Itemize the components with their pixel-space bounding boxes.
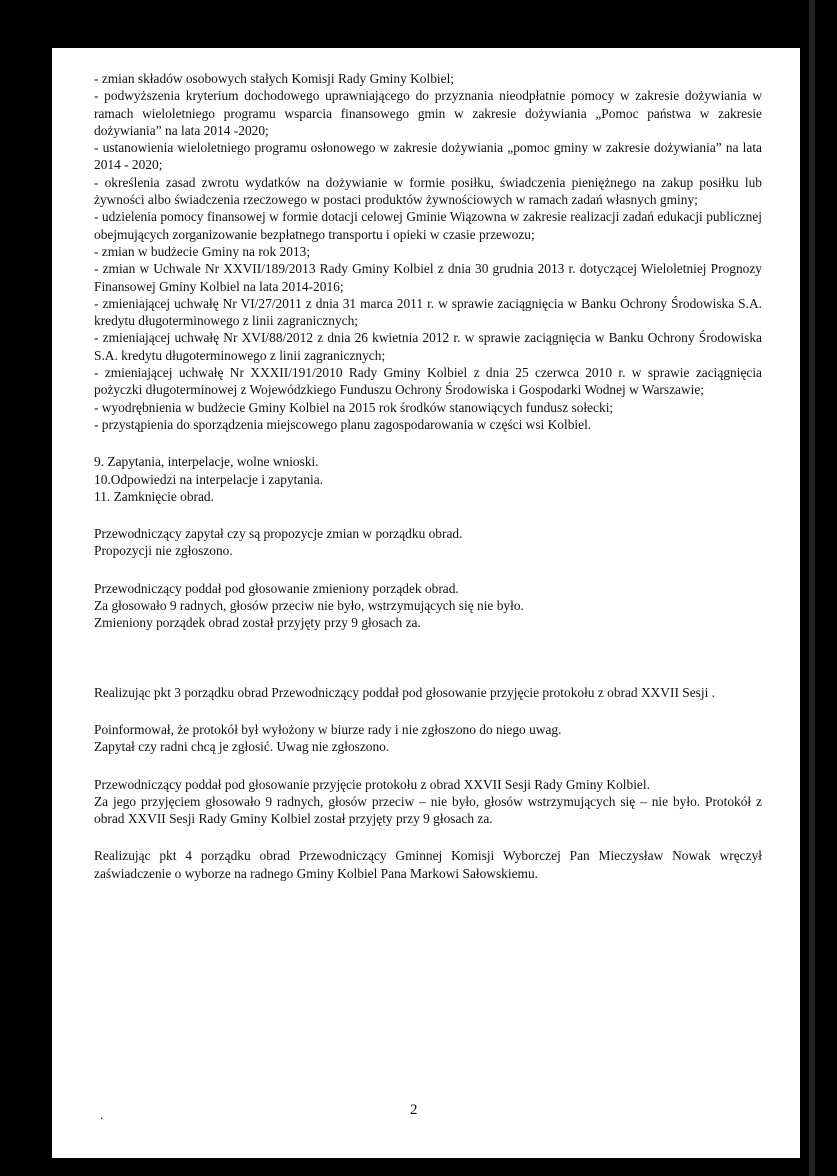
page-footer (52, 1102, 800, 1122)
document-page (52, 48, 800, 1158)
agenda-changes-list (94, 70, 762, 433)
list-item: - zmian składów osobowych stałych Komisji Rady Gminy Kolbiel; (94, 71, 455, 86)
list-item: - określenia zasad zwrotu wydatków na dożywianie w formie posiłku, świadczenia pieniężnego na zakup posiłku lub żywności albo świadczenia rzeczowego w postaci produktów żywnościowych w ramach zadań własnych gminy; (94, 174, 762, 208)
text-line: Propozycji nie zgłoszono. (94, 543, 233, 559)
text-line: Za głosowało 9 radnych, głosów przeciw nie było, wstrzymujących się nie było. (94, 598, 524, 614)
agenda-item-10: 10.Odpowiedzi na interpelacje i zapytania. (94, 471, 324, 487)
point-3-paragraph: Realizując pkt 3 porządku obrad Przewodniczący poddał pod głosowanie przyjęcie protokołu z obrad XXVII Sesji . (94, 684, 715, 700)
protocol-vote-paragraph: Przewodniczący poddał pod głosowanie przyjęcie protokołu z obrad XXVII Sesji Rady Gminy Kolbiel. (94, 776, 650, 792)
list-item: - zmian w budżecie Gminy na rok 2013; (94, 243, 311, 259)
list-item: - udzielenia pomocy finansowej w formie dotacji celowej Gminie Wiązowna w zakresie realizacji zadań edukacji publicznej obejmujących zorganizowanie bezpłatnego transportu i opieki w czasie przewozu; (94, 209, 762, 242)
scan-edge (809, 0, 815, 1176)
text-line: Przewodniczący zapytał czy są propozycje zmian w porządku obrad. (94, 526, 463, 542)
list-item: - zmian w Uchwale Nr XXVII/189/2013 Rady Gminy Kolbiel z dnia 30 grudnia 2013 r. dotyczącej Wieloletniej Prognozy Finansowej Gminy Kolbiel na lata 2014-2016; (94, 261, 762, 294)
protocol-vote-result: Za jego przyjęciem głosowało 9 radnych, głosów przeciw – nie było, głosów wstrzymujących się – nie było. Protokół z obrad XXVII Sesji Rady Gminy Kolbiel został przyjęty przy 9 głosach za. (94, 793, 762, 827)
footer-dot: . (100, 1107, 104, 1122)
text-line: Zmieniony porządek obrad został przyjęty przy 9 głosach za. (94, 615, 421, 631)
page-number: 2 (410, 1102, 418, 1118)
protocol-info-paragraph (94, 721, 762, 756)
agenda-item-11: 11. Zamknięcie obrad. (94, 488, 214, 504)
list-item: - zmieniającej uchwałę Nr XXXII/191/2010 Rady Gminy Kolbiel z dnia 25 czerwca 2010 r. w sprawie zaciągnięcia pożyczki długoterminowej z Wojewódzkiego Funduszu Ochrony Środowiska i Gospodarki Wodnej w Warszawie; (94, 365, 762, 398)
agenda-tail-list (94, 453, 762, 505)
list-item: - podwyższenia kryterium dochodowego uprawniającego do przyznania nieodpłatnie pomocy w zakresie dożywiania w ramach wieloletniego programu wsparcia finansowego gmin w zakresie dożywiania „Pomoc państwa w zakresie dożywiania” na lata 2014 -2020; (94, 88, 762, 138)
text-line: Poinformował, że protokół był wyłożony w biurze rady i nie zgłoszono do niego uwag. (94, 721, 562, 737)
list-item: - wyodrębnienia w budżecie Gminy Kolbiel na 2015 rok środków stanowiących fundusz sołecki; (94, 399, 614, 415)
list-item: - zmieniającej uchwałę Nr XVI/88/2012 z dnia 26 kwietnia 2012 r. w sprawie zaciągnięcia w Banku Ochrony Środowiska S.A. kredytu długoterminowego z linii zagranicznych; (94, 330, 762, 363)
list-item: - przystąpienia do sporządzenia miejscowego planu zagospodarowania w części wsi Kolbiel. (94, 416, 592, 432)
list-item: - zmieniającej uchwałę Nr VI/27/2011 z dnia 31 marca 2011 r. w sprawie zaciągnięcia w Banku Ochrony Środowiska S.A. kredytu długoterminowego z linii zagranicznych; (94, 295, 762, 329)
text-line: Zapytał czy radni chcą je zgłosić. Uwag nie zgłoszono. (94, 739, 390, 755)
text-line: Przewodniczący poddał pod głosowanie zmieniony porządek obrad. (94, 580, 459, 596)
agenda-item-9: 9. Zapytania, interpelacje, wolne wnioski. (94, 454, 319, 470)
agenda-vote-paragraph (94, 580, 762, 632)
list-item: - ustanowienia wieloletniego programu osłonowego w zakresie dożywiania „pomoc gminy w zakresie dożywiania” na lata 2014 - 2020; (94, 140, 762, 173)
proposals-paragraph (94, 525, 762, 560)
point-4-paragraph: Realizując pkt 4 porządku obrad Przewodniczący Gminnej Komisji Wyborczej Pan Mieczysław Nowak wręczył zaświadczenie o wyborze na radnego Gminy Kolbiel Pana Markowi Sałowskiemu. (94, 848, 762, 881)
